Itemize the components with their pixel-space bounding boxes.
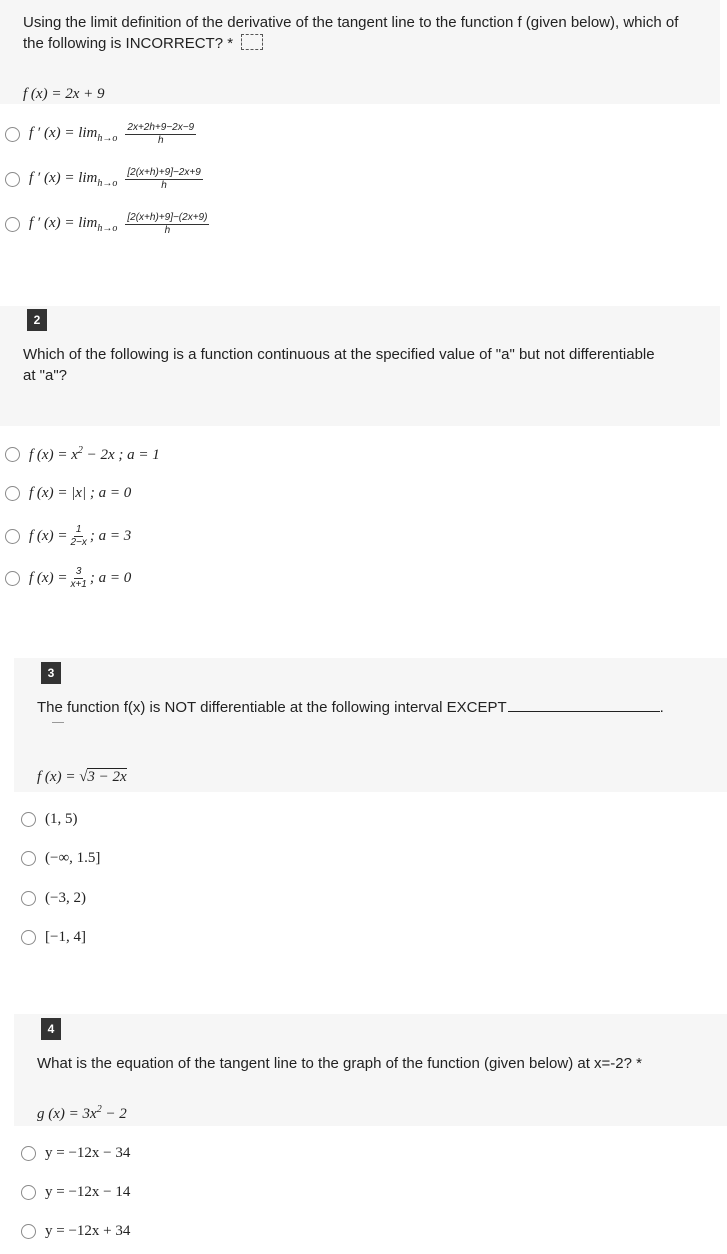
q4-option-1-label: y = −12x − 34: [45, 1145, 131, 1161]
q3-option-4[interactable]: [21, 929, 86, 946]
q1-option-3-fraction: $\frac{[2(x+h)+9]-(2x+9)}{h}$: [127, 212, 208, 236]
q3-option-2[interactable]: [21, 850, 100, 867]
q3-option-4-label: [−1, 4]: [45, 929, 86, 945]
question-3-function: f (x) = √3 − 2x: [37, 769, 127, 785]
question-2-number: 2: [27, 309, 47, 331]
question-2-text: Which of the following is a function continuous at the specified value of "a" but not differentiable at "a"?: [23, 346, 655, 384]
q2-option-3-fraction: $\frac{1}{2-x}$: [70, 524, 87, 548]
question-4-function: g $(x) = 3x^2 - 2$: [37, 1104, 127, 1122]
divider: [52, 722, 64, 723]
q2-option-4-fraction: $\frac{3}{x+1}$: [70, 566, 87, 590]
radio-button[interactable]: [21, 1224, 36, 1239]
q1-option-1[interactable]: [5, 122, 199, 147]
question-1-function: [23, 86, 104, 103]
q4-option-3-label: y = −12x + 34: [45, 1223, 131, 1239]
q3-option-1-label: (1, 5): [45, 811, 78, 827]
radio-button[interactable]: [21, 1146, 36, 1161]
q2-option-3-suffix: ; a = 3: [89, 528, 132, 544]
q1-option-2-fraction: $\frac{[2(x+h)+9]-2x+9}{h}$: [127, 167, 201, 191]
q1-option-3[interactable]: [5, 212, 212, 237]
question-3-text: The function f(x) is NOT differentiable at the following interval EXCEPT .: [37, 699, 664, 716]
radio-button[interactable]: [5, 486, 20, 501]
q1-option-1-fraction: $\frac{2x+2h+9-2x-9}{h}$: [127, 122, 195, 146]
q2-option-2[interactable]: [5, 485, 131, 502]
radio-button[interactable]: [21, 812, 36, 827]
q2-option-2-label: f (x) = |x| ; a = 0: [29, 485, 132, 501]
q2-option-4-suffix: ; a = 0: [89, 570, 132, 586]
radio-button[interactable]: [21, 1185, 36, 1200]
radio-button[interactable]: [5, 447, 20, 462]
q4-option-2-label: y = −12x − 14: [45, 1184, 131, 1200]
question-1-text: [23, 12, 703, 54]
q3-option-3[interactable]: [21, 890, 86, 907]
q2-option-1-label: f $(x) = x^2 - 2x$ ; a = 1: [29, 445, 160, 463]
q2-option-4[interactable]: [5, 566, 131, 591]
q4-option-3[interactable]: [21, 1223, 130, 1240]
radio-button[interactable]: [21, 930, 36, 945]
q2-option-3-label: f (x) =: [29, 528, 68, 544]
q3-option-1[interactable]: [21, 811, 78, 828]
image-icon[interactable]: [241, 34, 263, 50]
radio-button[interactable]: [21, 891, 36, 906]
question-4-number: 4: [41, 1018, 61, 1040]
radio-button[interactable]: [5, 217, 20, 232]
radio-button[interactable]: [5, 571, 20, 586]
q2-option-1[interactable]: [5, 445, 160, 464]
q3-option-3-label: (−3, 2): [45, 890, 86, 906]
question-1-prompt: Using the limit definition of the derivative of the tangent line to the function f (given below), which of the following is INCORRECT? *: [23, 14, 679, 52]
answer-blank: [508, 697, 660, 712]
radio-button[interactable]: [5, 172, 20, 187]
question-3-number: 3: [41, 662, 61, 684]
radicand: 3 − 2x: [87, 769, 127, 785]
q4-option-1[interactable]: [21, 1145, 130, 1162]
q1-option-3-lhs: f ′ $(x) = \lim_{h\to o}$: [29, 215, 118, 234]
q2-option-4-label: f (x) =: [29, 570, 68, 586]
radio-button[interactable]: [5, 529, 20, 544]
radio-button[interactable]: [5, 127, 20, 142]
question-3-prompt: The function f(x) is NOT differentiable at the following interval EXCEPT: [37, 699, 507, 716]
function-f: f (x) = 2x + 9: [23, 86, 105, 102]
q4-option-2[interactable]: [21, 1184, 130, 1201]
question-4-text: What is the equation of the tangent line to the graph of the function (given below) at x=-2? *: [37, 1055, 642, 1072]
radio-button[interactable]: [21, 851, 36, 866]
q2-option-3[interactable]: [5, 524, 131, 549]
q1-option-1-lhs: f ′ $(x) = \lim_{h\to o}$: [29, 125, 118, 144]
q1-option-2[interactable]: [5, 167, 206, 192]
q3-option-2-label: (−∞, 1.5]: [45, 850, 101, 866]
q1-option-2-lhs: f ′ $(x) = \lim_{h\to o}$: [29, 170, 118, 189]
